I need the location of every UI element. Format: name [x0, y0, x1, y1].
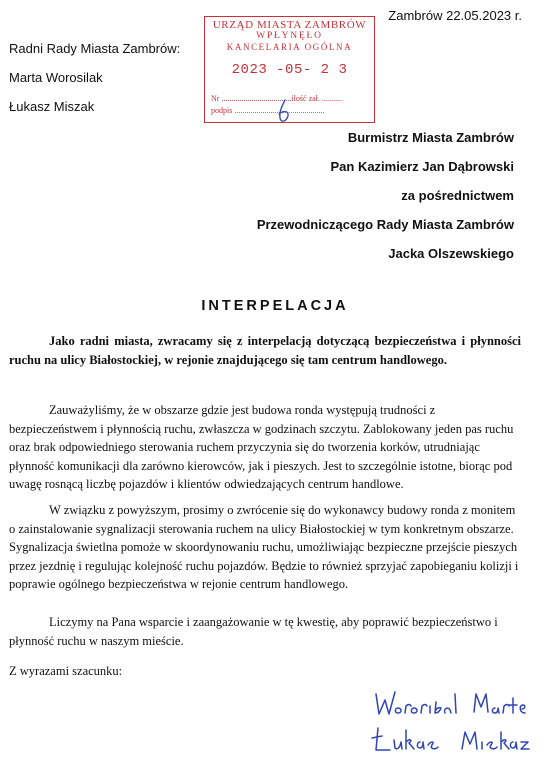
body-paragraph: Zauważyliśmy, że w obszarze gdzie jest budowa ronda występują trudności z bezpieczeństwem i płynnością ruchu, zwłaszcza w godzinach szczytu. Zablokowany jeden pas ruchu oraz brak odpowiedniego sterowania ruchem przyczynia się do tworzenia korków, utrudniając płynność komunikacji dla zarówno kierowców, jak i pieszych. Jest to szczególnie istotne, biorąc pod uwagę rosnącą liczbę pojazdów i klientów odwiedzających centrum handlowe.	[9, 403, 514, 492]
recipient-line: Burmistrz Miasta Zambrów	[347, 130, 514, 145]
recipient-line: Przewodniczącego Rady Miasta Zambrów	[256, 217, 514, 232]
recipients-block	[257, 130, 514, 275]
sender-name: Marta Worosilak	[9, 70, 103, 85]
recipient-line: Jacka Olszewskiego	[388, 246, 514, 261]
document-title: INTERPELACJA	[201, 298, 349, 314]
body-paragraph: Liczymy na Pana wsparcie i zaangażowanie w tę kwestię, aby poprawić bezpieczeństwo i płynność ruchu w naszym mieście.	[9, 615, 498, 648]
stamp-nr-label: Nr	[211, 94, 220, 103]
sender-name: Łukasz Miszak	[9, 99, 95, 114]
recipient-line: Pan Kazimierz Jan Dąbrowski	[330, 159, 514, 174]
stamp-number-row: Nr ...................................ilość zał. ..........	[211, 94, 342, 103]
sender-line: Radni Rady Miasta Zambrów:	[9, 41, 181, 56]
stamp-signature-label: podpis	[211, 106, 233, 115]
stamp-initials-mark	[270, 98, 298, 126]
lead-paragraph: Jako radni miasta, zwracamy się z interpelacją dotyczącą bezpieczeństwa i płynności ruchu na ulicy Białostockiej, w rejonie znajdującego się tam centrum handlowego.	[9, 334, 521, 367]
handwritten-signatures	[370, 680, 540, 760]
stamp-signature-row: podpis .............................................	[211, 106, 325, 115]
stamp-office: URZĄD MIASTA ZAMBRÓW	[212, 19, 367, 31]
stamp-attachments-label: ilość zał.	[291, 94, 320, 103]
stamp-date: 2023 -05- 2 3	[231, 62, 348, 78]
closing-salutation: Z wyrazami szacunku:	[9, 664, 123, 678]
document-date: Zambrów 22.05.2023 r.	[388, 8, 522, 23]
stamp-department: KANCELARIA OGÓLNA	[226, 42, 353, 52]
sender-block	[9, 41, 180, 128]
body-paragraph: W związku z powyższym, prosimy o zwrócenie się do wykonawcy budowy ronda z monitem o zainstalowanie sygnalizacji sterowania ruchem na ulicy Białostockiej w tym konkretnym obszarze. Sygnalizacja świetlna pomoże w skoordynowaniu ruchu, umożliwiając bezpieczne przejście pieszych przez jezdnię i regulując kolejność ruchu pojazdów. Będzie to również sprzyjać zapobieganiu kolizji i poprawie ogólnego bezpieczeństwa w rejonie centrum handlowego.	[9, 503, 519, 592]
recipient-line: za pośrednictwem	[401, 188, 514, 203]
stamp-received: WPŁYNĘŁO	[256, 31, 323, 41]
